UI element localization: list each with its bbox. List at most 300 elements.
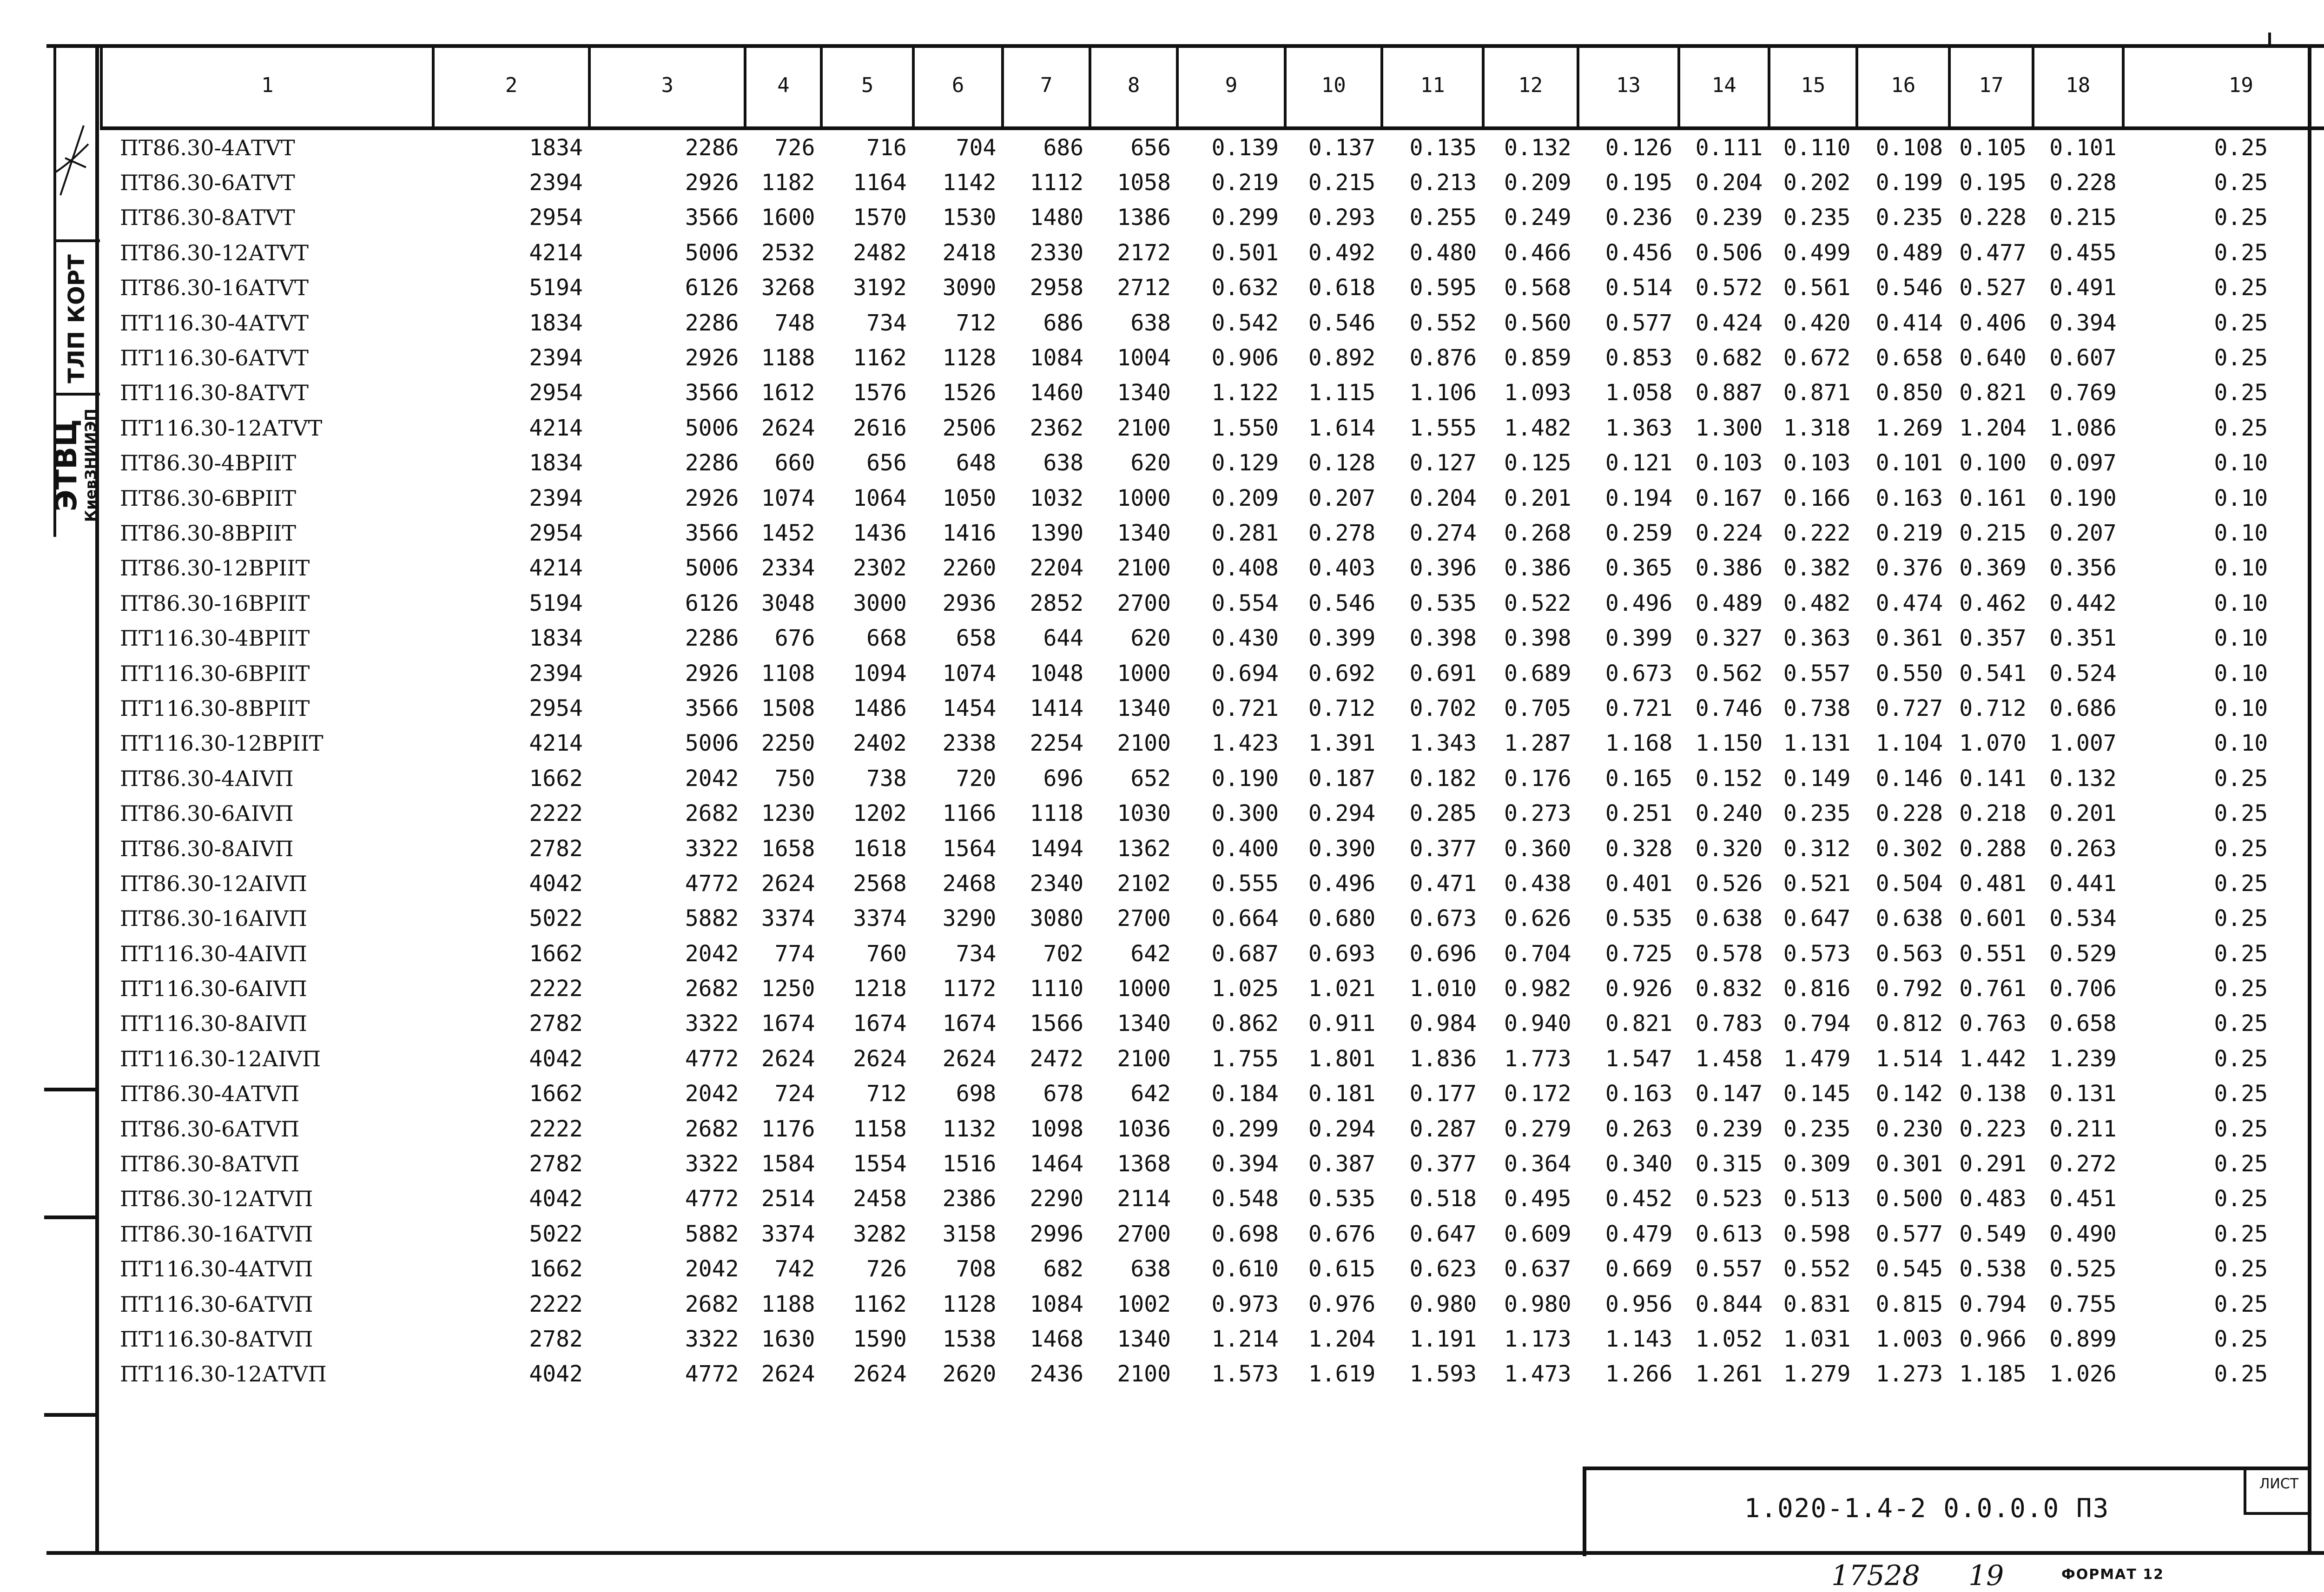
table-cell: 0.529 (2049, 940, 2117, 967)
table-cell: 0.442 (2049, 590, 2117, 616)
table-cell: 4772 (685, 1186, 739, 1212)
table-cell: 0.693 (1308, 940, 1376, 967)
table-cell: 0.25 (2214, 940, 2268, 967)
table-cell: 0.976 (1308, 1291, 1376, 1317)
table-cell: 1618 (853, 835, 907, 862)
table-cell: 0.10 (2214, 555, 2268, 581)
table-cell: 2302 (853, 555, 907, 581)
column-header: 8 (1090, 44, 1177, 128)
table-cell: 0.194 (1605, 485, 1673, 511)
table-cell: 0.263 (2049, 835, 2117, 862)
table-cell: 0.911 (1308, 1011, 1376, 1037)
table-cell: 0.25 (2214, 905, 2268, 932)
table-cell: 0.274 (1409, 520, 1477, 546)
table-cell: 638 (1130, 310, 1171, 336)
table-cell: 0.601 (1959, 905, 2027, 932)
table-cell: 1084 (1030, 345, 1084, 371)
table-row (101, 235, 2324, 270)
table-cell: 0.25 (2214, 380, 2268, 406)
table-cell: 2254 (1030, 730, 1084, 757)
table-cell: 0.209 (1211, 485, 1279, 511)
table-cell: 0.506 (1695, 239, 1763, 266)
table-cell: 0.698 (1211, 1221, 1279, 1247)
table-cell: 2286 (685, 310, 739, 336)
table-cell: 0.721 (1211, 695, 1279, 721)
table-cell: 0.887 (1695, 380, 1763, 406)
table-cell: 0.398 (1504, 625, 1571, 652)
table-cell: 0.572 (1695, 275, 1763, 301)
table-cell: 0.696 (1409, 940, 1477, 967)
table-cell: 0.892 (1308, 345, 1376, 371)
table-cell: 0.504 (1875, 870, 1943, 897)
table-cell: 0.141 (1959, 765, 2027, 792)
table-row (101, 1252, 2324, 1287)
table-cell: 2782 (529, 1011, 583, 1037)
table-cell: 0.408 (1211, 555, 1279, 581)
table-cell: 0.399 (1605, 625, 1673, 652)
table-cell: 698 (956, 1081, 997, 1107)
table-cell: 0.615 (1308, 1256, 1376, 1282)
table-cell: 0.862 (1211, 1011, 1279, 1037)
table-row (101, 271, 2324, 305)
table-cell: 1.104 (1875, 730, 1943, 757)
table-cell: 642 (1130, 1081, 1171, 1107)
table-cell: 774 (774, 940, 815, 967)
table-row (101, 376, 2324, 410)
table-cell: 0.25 (2214, 275, 2268, 301)
table-cell: 2222 (529, 1291, 583, 1317)
table-cell: 0.521 (1783, 870, 1851, 897)
table-cell: 1.269 (1875, 415, 1943, 441)
table-cell: 0.110 (1783, 134, 1851, 161)
table-cell: 0.694 (1211, 660, 1279, 687)
table-cell: 720 (956, 765, 997, 792)
table-cell: 2260 (942, 555, 997, 581)
table-cell: 5006 (685, 730, 739, 757)
table-cell: 2290 (1030, 1186, 1084, 1212)
product-mark-cell: ПТ116.30-12АIVП (120, 1046, 321, 1071)
table-cell: 0.491 (2049, 275, 2117, 301)
column-header: 17 (1949, 44, 2033, 128)
table-cell: 1.185 (1959, 1361, 2027, 1387)
table-cell: 0.328 (1605, 835, 1673, 862)
table-row (101, 1357, 2324, 1392)
table-cell: 0.721 (1605, 695, 1673, 721)
table-cell: 0.552 (1409, 310, 1477, 336)
table-cell: 1.801 (1308, 1045, 1376, 1072)
binding-mark (44, 1088, 95, 1091)
table-cell: 0.441 (2049, 870, 2117, 897)
table-cell: 1176 (761, 1116, 815, 1142)
table-cell: 1084 (1030, 1291, 1084, 1317)
table-cell: 0.518 (1409, 1186, 1477, 1212)
table-cell: 0.235 (1783, 1116, 1851, 1142)
table-cell: 1.318 (1783, 415, 1851, 441)
table-cell: 4042 (529, 870, 583, 897)
sheet-label-box (2244, 1470, 2311, 1515)
table-cell: 0.100 (1959, 450, 2027, 476)
table-cell: 0.546 (1875, 275, 1943, 301)
table-cell: 0.552 (1783, 1256, 1851, 1282)
column-header: 18 (2033, 44, 2123, 128)
table-cell: 1.363 (1605, 415, 1673, 441)
table-cell: 0.224 (1695, 520, 1763, 546)
table-cell: 0.525 (2049, 1256, 2117, 1282)
spec-table (100, 44, 2324, 1392)
table-cell: 1.031 (1783, 1326, 1851, 1352)
table-cell: 1094 (853, 660, 907, 687)
table-cell: 1390 (1030, 520, 1084, 546)
table-cell: 1.093 (1504, 380, 1571, 406)
column-header: 3 (589, 44, 746, 128)
table-cell: 0.25 (2214, 239, 2268, 266)
table-cell: 2624 (761, 415, 815, 441)
table-cell: 1036 (1117, 1116, 1171, 1142)
table-row (101, 1006, 2324, 1041)
table-cell: 2100 (1117, 415, 1171, 441)
table-cell: 2482 (853, 239, 907, 266)
table-cell: 0.300 (1211, 800, 1279, 827)
table-cell: 760 (866, 940, 907, 967)
table-row (101, 1182, 2324, 1216)
table-cell: 1480 (1030, 205, 1084, 231)
table-row (101, 481, 2324, 515)
table-cell: 1538 (942, 1326, 997, 1352)
table-cell: 1.391 (1308, 730, 1376, 757)
table-cell: 1074 (942, 660, 997, 687)
table-cell: 1340 (1117, 380, 1171, 406)
table-cell: 1.010 (1409, 976, 1477, 1002)
table-cell: 2700 (1117, 1221, 1171, 1247)
table-cell: 0.320 (1695, 835, 1763, 862)
table-cell: 0.10 (2214, 625, 2268, 652)
table-row (101, 1287, 2324, 1321)
table-cell: 1064 (853, 485, 907, 511)
table-cell: 1.086 (2049, 415, 2117, 441)
table-cell: 0.609 (1504, 1221, 1571, 1247)
table-cell: 1464 (1030, 1151, 1084, 1177)
table-cell: 1.619 (1308, 1361, 1376, 1387)
table-cell: 1.052 (1695, 1326, 1763, 1352)
table-cell: 678 (1043, 1081, 1084, 1107)
table-cell: 0.201 (1504, 485, 1571, 511)
table-cell: 0.365 (1605, 555, 1673, 581)
table-cell: 0.369 (1959, 555, 2027, 581)
table-cell: 1.239 (2049, 1045, 2117, 1072)
table-cell: 1340 (1117, 520, 1171, 546)
table-cell: 0.638 (1695, 905, 1763, 932)
table-cell: 1590 (853, 1326, 907, 1352)
table-cell: 1.614 (1308, 415, 1376, 441)
table-cell: 2700 (1117, 590, 1171, 616)
table-cell: 0.492 (1308, 239, 1376, 266)
table-cell: 0.161 (1959, 485, 2027, 511)
table-cell: 0.351 (2049, 625, 2117, 652)
table-cell: 1000 (1117, 660, 1171, 687)
table-cell: 0.438 (1504, 870, 1571, 897)
column-header: 9 (1177, 44, 1285, 128)
table-cell: 0.263 (1605, 1116, 1673, 1142)
table-cell: 0.557 (1695, 1256, 1763, 1282)
table-cell: 1.122 (1211, 380, 1279, 406)
table-cell: 0.534 (2049, 905, 2117, 932)
table-cell: 2532 (761, 239, 815, 266)
table-cell: 1230 (761, 800, 815, 827)
table-cell: 0.10 (2214, 590, 2268, 616)
table-cell: 0.816 (1783, 976, 1851, 1002)
table-cell: 0.176 (1504, 765, 1571, 792)
table-cell: 0.746 (1695, 695, 1763, 721)
table-cell: 0.10 (2214, 660, 2268, 687)
table-cell: 1.168 (1605, 730, 1673, 757)
table-cell: 1.473 (1504, 1361, 1571, 1387)
table-cell: 0.871 (1783, 380, 1851, 406)
stamp-org-name: КиевЗНИИЭП (82, 409, 99, 522)
table-cell: 1.550 (1211, 415, 1279, 441)
table-cell: 0.135 (1409, 134, 1477, 161)
table-cell: 1.442 (1959, 1045, 2027, 1072)
table-cell: 0.302 (1875, 835, 1943, 862)
table-cell: 5006 (685, 555, 739, 581)
table-row (101, 866, 2324, 901)
table-cell: 0.414 (1875, 310, 1943, 336)
table-cell: 1414 (1030, 695, 1084, 721)
table-row (101, 831, 2324, 866)
table-cell: 3566 (685, 695, 739, 721)
table-cell: 0.228 (1959, 205, 2027, 231)
table-cell: 1584 (761, 1151, 815, 1177)
table-cell: 1188 (761, 1291, 815, 1317)
table-cell: 0.166 (1783, 485, 1851, 511)
table-cell: 682 (1043, 1256, 1084, 1282)
table-cell: 0.400 (1211, 835, 1279, 862)
table-cell: 0.387 (1308, 1151, 1376, 1177)
product-mark-cell: ПТ86.30-4ВРIIТ (120, 450, 297, 476)
table-cell: 742 (774, 1256, 815, 1282)
table-cell: 0.382 (1783, 555, 1851, 581)
table-cell: 2340 (1030, 870, 1084, 897)
table-cell: 3268 (761, 275, 815, 301)
table-cell: 0.638 (1875, 905, 1943, 932)
table-cell: 0.199 (1875, 170, 1943, 196)
table-cell: 5882 (685, 905, 739, 932)
product-mark-cell: ПТ86.30-6АТVТ (120, 170, 295, 196)
table-cell: 0.557 (1783, 660, 1851, 687)
table-cell: 0.550 (1875, 660, 1943, 687)
table-cell: 0.680 (1308, 905, 1376, 932)
table-cell: 1662 (529, 940, 583, 967)
table-cell: 0.398 (1409, 625, 1477, 652)
table-cell: 0.821 (1605, 1011, 1673, 1037)
table-cell: 1386 (1117, 205, 1171, 231)
table-cell: 0.794 (1959, 1291, 2027, 1317)
table-row (101, 410, 2324, 445)
binding-mark (44, 1215, 95, 1219)
product-mark-cell: ПТ116.30-6АТVТ (120, 345, 309, 371)
table-cell: 0.966 (1959, 1326, 2027, 1352)
table-cell: 1.273 (1875, 1361, 1943, 1387)
table-cell: 0.239 (1695, 1116, 1763, 1142)
table-cell: 0.613 (1695, 1221, 1763, 1247)
table-cell: 1566 (1030, 1011, 1084, 1037)
header-row (101, 44, 2324, 128)
table-cell: 0.132 (2049, 765, 2117, 792)
table-cell: 2782 (529, 835, 583, 862)
product-mark-cell: ПТ116.30-6АIVП (120, 976, 307, 1002)
table-cell: 0.163 (1875, 485, 1943, 511)
table-cell: 1508 (761, 695, 815, 721)
table-cell: 2954 (529, 695, 583, 721)
table-cell: 712 (866, 1081, 907, 1107)
table-cell: 0.394 (1211, 1151, 1279, 1177)
table-cell: 0.240 (1695, 800, 1763, 827)
table-cell: 0.691 (1409, 660, 1477, 687)
table-cell: 0.228 (1875, 800, 1943, 827)
table-cell: 0.940 (1504, 1011, 1571, 1037)
table-cell: 644 (1043, 625, 1084, 652)
product-mark-cell: ПТ86.30-6АIVП (120, 801, 294, 826)
table-row (101, 446, 2324, 481)
product-mark-cell: ПТ116.30-8АТVТ (120, 380, 309, 406)
table-cell: 0.561 (1783, 275, 1851, 301)
table-cell: 0.783 (1695, 1011, 1763, 1037)
table-row (101, 586, 2324, 621)
table-cell: 2936 (942, 590, 997, 616)
signature-scribble (51, 116, 93, 200)
table-cell: 0.424 (1695, 310, 1763, 336)
table-cell: 0.177 (1409, 1081, 1477, 1107)
table-cell: 0.25 (2214, 1081, 2268, 1107)
table-cell: 2100 (1117, 1361, 1171, 1387)
table-cell: 0.560 (1504, 310, 1571, 336)
table-cell: 0.10 (2214, 485, 2268, 511)
table-cell: 0.207 (1308, 485, 1376, 511)
table-cell: 0.573 (1783, 940, 1851, 967)
table-cell: 0.376 (1875, 555, 1943, 581)
table-cell: 0.821 (1959, 380, 2027, 406)
table-row (101, 515, 2324, 550)
table-cell: 0.618 (1308, 275, 1376, 301)
table-cell: 0.360 (1504, 835, 1571, 862)
table-cell: 0.973 (1211, 1291, 1279, 1317)
table-cell: 0.551 (1959, 940, 2027, 967)
table-cell: 1000 (1117, 485, 1171, 511)
table-cell: 1.173 (1504, 1326, 1571, 1352)
table-cell: 4214 (529, 555, 583, 581)
table-cell: 0.401 (1605, 870, 1673, 897)
table-cell: 0.483 (1959, 1186, 2027, 1212)
table-cell: 2394 (529, 170, 583, 196)
table-cell: 0.291 (1959, 1151, 2027, 1177)
product-mark-cell: ПТ116.30-4АТVП (120, 1256, 313, 1282)
table-cell: 0.235 (1783, 205, 1851, 231)
table-cell: 2782 (529, 1326, 583, 1352)
table-cell: 3080 (1030, 905, 1084, 932)
table-row (101, 1321, 2324, 1356)
table-cell: 0.850 (1875, 380, 1943, 406)
table-cell: 0.235 (1875, 205, 1943, 231)
table-cell: 0.514 (1605, 275, 1673, 301)
table-cell: 3000 (853, 590, 907, 616)
product-mark-cell: ПТ116.30-4ВРIIТ (120, 626, 310, 651)
table-cell: 0.361 (1875, 625, 1943, 652)
table-cell: 0.25 (2214, 1221, 2268, 1247)
table-cell: 0.702 (1409, 695, 1477, 721)
table-cell: 2954 (529, 205, 583, 231)
table-cell: 2386 (942, 1186, 997, 1212)
product-mark-cell: ПТ86.30-8ВРIIТ (120, 520, 297, 546)
table-cell: 0.25 (2214, 800, 2268, 827)
column-header: 19 (2123, 44, 2324, 128)
table-cell: 0.209 (1504, 170, 1571, 196)
table-cell: 2514 (761, 1186, 815, 1212)
table-cell: 726 (774, 134, 815, 161)
table-cell: 2624 (761, 870, 815, 897)
table-cell: 1128 (942, 345, 997, 371)
table-cell: 2506 (942, 415, 997, 441)
column-header: 12 (1483, 44, 1578, 128)
table-cell: 1110 (1030, 976, 1084, 1002)
table-cell: 0.956 (1605, 1291, 1673, 1317)
table-cell: 3322 (685, 1011, 739, 1037)
table-cell: 5194 (529, 590, 583, 616)
table-cell: 0.279 (1504, 1116, 1571, 1142)
table-cell: 0.399 (1308, 625, 1376, 652)
table-cell: 0.211 (2049, 1116, 2117, 1142)
table-cell: 0.471 (1409, 870, 1477, 897)
stamp-section-org (49, 393, 100, 535)
table-cell: 1.214 (1211, 1326, 1279, 1352)
table-cell: 0.451 (2049, 1186, 2117, 1212)
table-cell: 4772 (685, 1045, 739, 1072)
table-cell: 0.535 (1308, 1186, 1376, 1212)
table-cell: 1834 (529, 310, 583, 336)
table-cell: 0.215 (2049, 205, 2117, 231)
table-cell: 0.812 (1875, 1011, 1943, 1037)
table-cell: 1250 (761, 976, 815, 1002)
table-cell: 2458 (853, 1186, 907, 1212)
table-cell: 1.070 (1959, 730, 2027, 757)
table-cell: 1.021 (1308, 976, 1376, 1002)
table-cell: 0.832 (1695, 976, 1763, 1002)
table-cell: 0.25 (2214, 1256, 2268, 1282)
table-cell: 0.982 (1504, 976, 1571, 1002)
table-cell: 0.637 (1504, 1256, 1571, 1282)
table-cell: 0.101 (1875, 450, 1943, 476)
table-cell: 1.482 (1504, 415, 1571, 441)
table-cell: 0.139 (1211, 134, 1279, 161)
table-cell: 0.906 (1211, 345, 1279, 371)
table-cell: 748 (774, 310, 815, 336)
product-mark-cell: ПТ86.30-4АТVТ (120, 135, 295, 160)
table-cell: 0.356 (2049, 555, 2117, 581)
table-cell: 2042 (685, 940, 739, 967)
table-cell: 2418 (942, 239, 997, 266)
table-cell: 1050 (942, 485, 997, 511)
table-cell: 0.876 (1409, 345, 1477, 371)
table-row (101, 305, 2324, 340)
table-cell: 2042 (685, 765, 739, 792)
table-cell: 1494 (1030, 835, 1084, 862)
product-mark-cell: ПТ86.30-12ВРIIТ (120, 555, 310, 581)
table-cell: 1658 (761, 835, 815, 862)
table-cell: 1.106 (1409, 380, 1477, 406)
product-mark-cell: ПТ116.30-6АТVП (120, 1291, 313, 1317)
table-cell: 2996 (1030, 1221, 1084, 1247)
table-cell: 0.676 (1308, 1221, 1376, 1247)
table-cell: 0.420 (1783, 310, 1851, 336)
table-cell: 1000 (1117, 976, 1171, 1002)
